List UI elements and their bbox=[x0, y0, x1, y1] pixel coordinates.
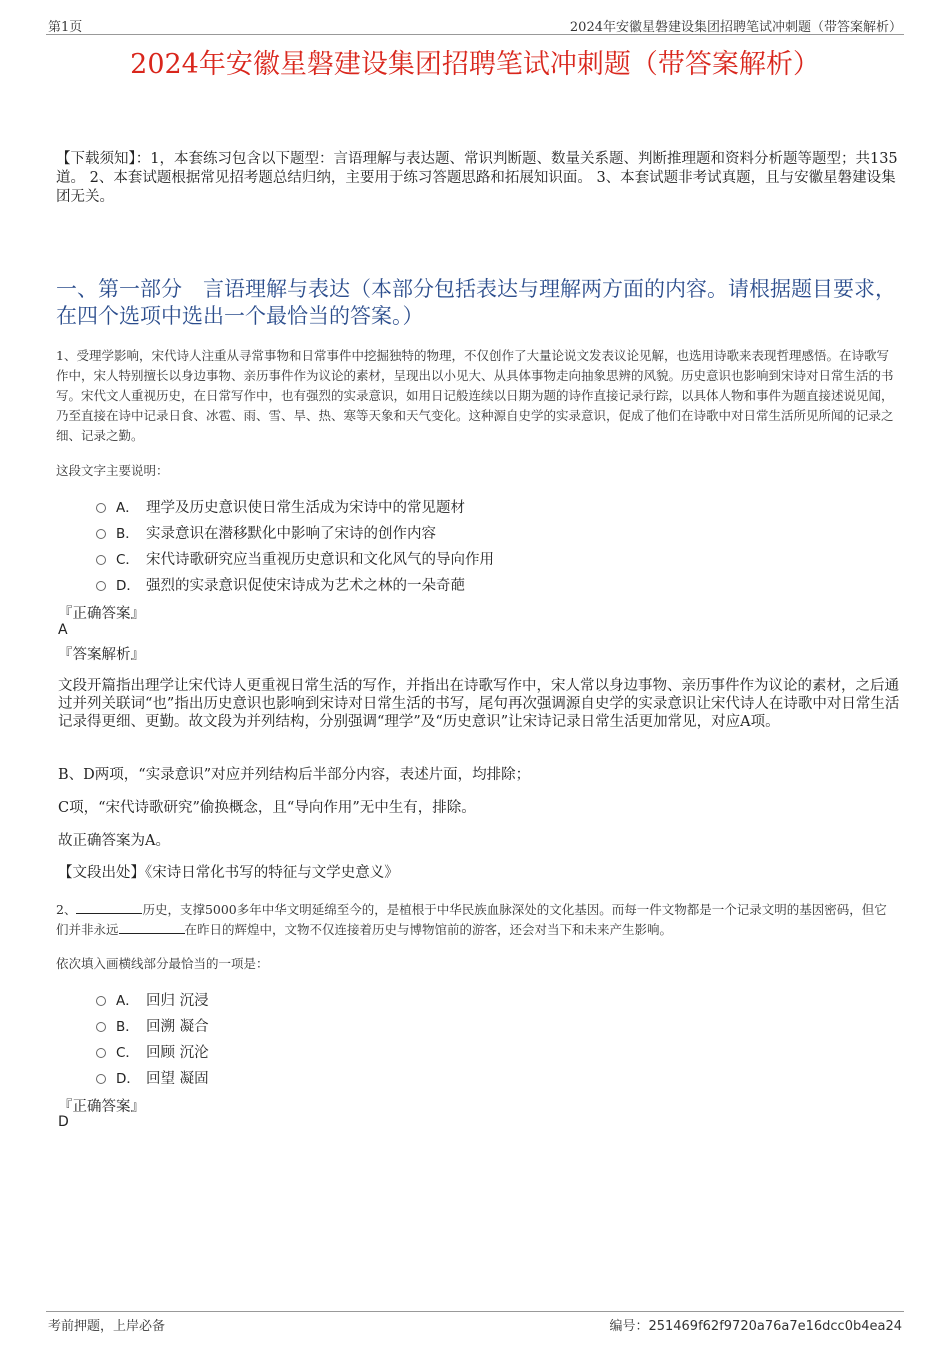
q1-passage: 1、受理学影响，宋代诗人注重从寻常事物和日常事件中挖掘独特的物理，不仅创作了大量论说文发表议论见解，也选用诗歌来表现哲理感悟。在诗歌写作中，宋人特别擅长以身边事物、亲历事件作为议论的素材，呈现出以小见大、从具体事物走向抽象思辨的风貌。历史意识也影响到宋诗对日常生活的书写。宋代文人重视历史，在日常写作中，也有强烈的实录意识，如用日记般连续以日期为题的诗作直接记录行踪，以具体人物和事件为题直接述说见闻，乃至直接在诗中记录日食、冰雹、雨、雪、旱、热、寒等天象和天气变化。这种源自史学的实录意识，促成了他们在诗歌中对日常生活所见所闻的记录之细、记录之勤。 bbox=[56, 348, 894, 443]
q2-answer-label: 『正确答案』 bbox=[58, 1099, 145, 1115]
page-footer bbox=[46, 1311, 904, 1332]
q2-prompt: 依次填入画横线部分最恰当的一项是： bbox=[56, 956, 269, 971]
radio-icon[interactable] bbox=[96, 1022, 106, 1032]
q1-analysis-p2: B、D两项，“实录意识”对应并列结构后半部分内容，表述片面，均排除； bbox=[58, 767, 531, 783]
q2-passage: 2、 历史，支撑5000多年中华文明延绵至今的，是植根于中华民族血脉深处的文化基因。而每一件文物都是一个记录文明的基因密码，但它们并非永远 在昨日的辉煌中，文物不仅连接着历史与博物馆前的游客，还会对当下和未来产生影响。 bbox=[56, 902, 887, 937]
document-title: 2024年安徽星磐建设集团招聘笔试冲刺题（带答案解析） bbox=[130, 49, 820, 80]
header-doc-title: 2024年安徽星磐建设集团招聘笔试冲刺题（带答案解析） bbox=[569, 20, 902, 35]
q1-option-a[interactable]: A． 理学及历史意识使日常生活成为宋诗中的常见题材 bbox=[96, 493, 494, 519]
q1-analysis-label: 『答案解析』 bbox=[58, 647, 145, 663]
q1-answer-label: 『正确答案』 bbox=[58, 606, 145, 622]
q1-analysis-p4: 故正确答案为A。 bbox=[58, 833, 170, 849]
q1-analysis-p3: C项，“宋代诗歌研究”偷换概念，且“导向作用”无中生有，排除。 bbox=[58, 800, 476, 816]
radio-icon[interactable] bbox=[96, 503, 106, 513]
q2-answer: D bbox=[58, 1114, 69, 1130]
q1-option-b[interactable]: B． 实录意识在潜移默化中影响了宋诗的创作内容 bbox=[96, 519, 494, 545]
radio-icon[interactable] bbox=[96, 996, 106, 1006]
q2-option-b[interactable]: B． 回溯 凝合 bbox=[96, 1012, 209, 1038]
page-number: 第1页 bbox=[48, 20, 83, 35]
blank-line bbox=[76, 901, 142, 914]
q1-option-d[interactable]: D． 强烈的实录意识促使宋诗成为艺术之林的一朵奇葩 bbox=[96, 571, 494, 597]
q2-options bbox=[96, 986, 209, 1090]
q1-options bbox=[96, 493, 494, 597]
q1-source: 【文段出处】《宋诗日常化书写的特征与文学史意义》 bbox=[58, 865, 399, 881]
page-header bbox=[46, 14, 904, 35]
footer-slogan: 考前押题，上岸必备 bbox=[48, 1319, 166, 1334]
q1-answer: A bbox=[58, 622, 68, 638]
radio-icon[interactable] bbox=[96, 1048, 106, 1058]
q1-option-c[interactable]: C． 宋代诗歌研究应当重视历史意识和文化风气的导向作用 bbox=[96, 545, 494, 571]
q2-option-c[interactable]: C． 回顾 沉沦 bbox=[96, 1038, 209, 1064]
radio-icon[interactable] bbox=[96, 529, 106, 539]
radio-icon[interactable] bbox=[96, 1074, 106, 1084]
radio-icon[interactable] bbox=[96, 581, 106, 591]
blank-line bbox=[119, 921, 185, 934]
footer-code: 编号：251469f62f9720a76a7e16dcc0b4ea24 bbox=[609, 1319, 902, 1334]
section-title: 一、第一部分 言语理解与表达（本部分包括表达与理解两方面的内容。请根据题目要求，在四个选项中选出一个最恰当的答案。） bbox=[56, 277, 896, 328]
download-notice: 【下载须知】：1，本套练习包含以下题型：言语理解与表达题、常识判断题、数量关系题、判断推理题和资料分析题等题型；共135道。 2、本套试题根据常见招考题总结归纳，主要用于练习答题思路和拓展知识面。 3、本套试题非考试真题，且与安徽星磐建设集团无关。 bbox=[56, 151, 898, 205]
q2-option-d[interactable]: D． 回望 凝固 bbox=[96, 1064, 209, 1090]
q2-option-a[interactable]: A． 回归 沉浸 bbox=[96, 986, 209, 1012]
q1-prompt: 这段文字主要说明： bbox=[56, 463, 169, 478]
q1-analysis-p1: 文段开篇指出理学让宋代诗人更重视日常生活的写作，并指出在诗歌写作中，宋人常以身边事物、亲历事件作为议论的素材，之后通过并列关联词“也”指出历史意识也影响到宋诗对日常生活的书写，尾句再次强调源自史学的实录意识让宋代诗人在诗歌中对日常生活记录得更细、更勤。故文段为并列结构，分别强调“理学”及“历史意识”让宋诗记录日常生活更加常见，对应A项。 bbox=[58, 678, 900, 730]
radio-icon[interactable] bbox=[96, 555, 106, 565]
